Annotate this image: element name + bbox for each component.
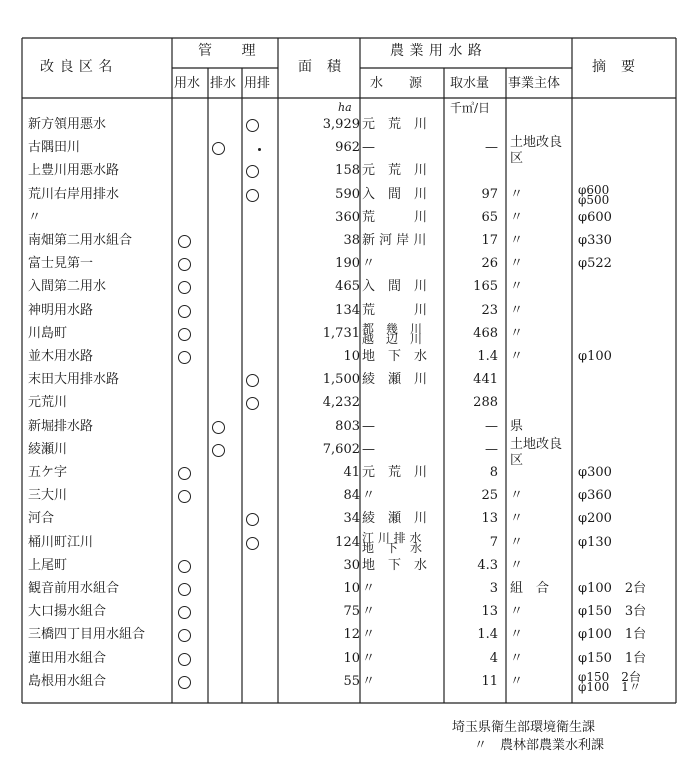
- row-source: 〃: [362, 627, 376, 643]
- header-kanri-yousui: 用水: [174, 76, 201, 91]
- row-entity: 〃: [510, 209, 524, 225]
- row-source: 荒 川: [362, 209, 428, 225]
- row-summary: φ360: [578, 488, 612, 504]
- row-take: —: [485, 418, 498, 434]
- row-name: 島根用水組合: [28, 673, 107, 689]
- row-name: 富士見第一: [28, 256, 94, 272]
- row-source: 地 下 水: [362, 349, 428, 364]
- row-summary: φ150 3台: [578, 604, 647, 620]
- row-name: 綾瀬川: [28, 441, 68, 457]
- row-take: 4.3: [477, 557, 498, 573]
- row-name: 川島町: [28, 325, 68, 341]
- row-area: 10: [343, 349, 360, 364]
- row-name: 河合: [28, 511, 55, 527]
- row-name: 新方領用悪水: [28, 117, 107, 132]
- header-kanri: 管 理: [198, 43, 256, 59]
- row-name: 上豊川用悪水路: [28, 163, 120, 179]
- row-source: 綾 瀬 川: [362, 372, 428, 388]
- row-source: 地 下 水: [362, 557, 428, 573]
- row-entity: 〃: [510, 627, 524, 643]
- header-suiro: 農 業 用 水 路: [390, 43, 483, 59]
- row-summary: φ100: [578, 349, 612, 364]
- row-source: 〃: [362, 581, 376, 596]
- row-entity: 土地改良区: [510, 135, 563, 167]
- row-source: 綾 瀬 川: [362, 511, 428, 527]
- row-take: 97: [481, 186, 498, 202]
- row-source: 入 間 川: [362, 186, 428, 202]
- management-mark-circle: [178, 560, 191, 573]
- header-take: 取水量: [450, 76, 490, 91]
- row-take: 23: [481, 302, 498, 318]
- row-area: 158: [335, 163, 360, 179]
- row-area: 803: [335, 418, 360, 434]
- management-mark-circle: [212, 421, 225, 434]
- row-area: 360: [335, 209, 360, 225]
- row-summary: φ100 1台: [578, 627, 647, 643]
- row-source: 元 荒 川: [362, 163, 428, 179]
- row-area: 30: [343, 557, 360, 573]
- footer-line2: 〃 農林部農業水利課: [474, 738, 605, 753]
- row-source: —: [362, 441, 375, 457]
- row-entity: 〃: [510, 256, 524, 272]
- row-area: 10: [343, 650, 360, 666]
- row-name: 末田大用排水路: [28, 372, 120, 388]
- row-name: 〃: [28, 209, 42, 225]
- row-name: 入間第二用水: [28, 279, 107, 295]
- row-area: 75: [343, 604, 360, 620]
- row-entity: 〃: [510, 673, 524, 689]
- row-name: 大口揚水組合: [28, 604, 107, 620]
- row-entity: 〃: [510, 557, 524, 573]
- row-name: 五ケ字: [28, 465, 68, 480]
- row-summary: φ330: [578, 233, 612, 248]
- management-mark-circle: [212, 444, 225, 457]
- row-area: 962: [335, 140, 360, 156]
- row-source: 〃: [362, 488, 376, 504]
- header-entity: 事業主体: [508, 76, 561, 91]
- row-summary: φ600 φ500: [578, 182, 610, 207]
- row-take: 441: [473, 372, 498, 388]
- row-source: 元 荒 川: [362, 117, 428, 132]
- row-source: 〃: [362, 604, 376, 620]
- row-entity: 県: [510, 418, 524, 434]
- row-entity: 〃: [510, 302, 524, 318]
- row-entity: 〃: [510, 650, 524, 666]
- management-mark-circle: [178, 305, 191, 318]
- row-name: 並木用水路: [28, 349, 94, 364]
- header-summary: 摘 要: [592, 59, 636, 75]
- row-summary: φ130: [578, 534, 612, 550]
- row-name: 三大川: [28, 488, 68, 504]
- row-entity: 〃: [510, 325, 524, 341]
- header-name: 改 良 区 名: [40, 59, 113, 75]
- row-area: 4,232: [322, 395, 360, 411]
- row-entity: 〃: [510, 279, 524, 295]
- row-area: 55: [343, 673, 360, 689]
- row-take: 8: [489, 465, 498, 480]
- unit-area: ha: [338, 101, 352, 114]
- row-take: 7: [489, 534, 498, 550]
- unit-take: 千㎥/日: [450, 101, 491, 115]
- row-name: 古隅田川: [28, 140, 81, 156]
- row-entity: 組 合: [510, 581, 550, 596]
- row-take: 165: [473, 279, 498, 295]
- row-summary: φ150 1台: [578, 650, 647, 666]
- row-source: —: [362, 140, 375, 156]
- row-take: 1.4: [477, 627, 498, 643]
- row-name: 上尾町: [28, 557, 68, 573]
- row-entity: 〃: [510, 186, 524, 202]
- management-mark-circle: [246, 119, 259, 132]
- row-summary: φ522: [578, 256, 612, 272]
- management-mark-circle: [178, 467, 191, 480]
- row-take: 4: [489, 650, 498, 666]
- row-name: 桶川町江川: [28, 534, 94, 550]
- management-mark-circle: [178, 676, 191, 689]
- row-area: 3,929: [322, 117, 360, 132]
- row-name: 南畑第二用水組合: [28, 233, 133, 248]
- row-source: 新 河 岸 川: [362, 233, 427, 248]
- header-kanri-haisui: 排水: [210, 76, 237, 91]
- row-source: 都 幾 川 越 辺 川: [362, 321, 423, 346]
- row-name: 神明用水路: [28, 302, 94, 318]
- row-name: 新堀排水路: [28, 418, 94, 434]
- row-name: 元荒川: [28, 395, 68, 411]
- row-name: 観音前用水組合: [28, 581, 120, 596]
- row-area: 190: [335, 256, 360, 272]
- row-entity: 土地改良区: [510, 436, 563, 468]
- row-area: 10: [343, 581, 360, 596]
- management-mark-circle: [178, 328, 191, 341]
- row-area: 134: [335, 302, 360, 318]
- row-source: 元 荒 川: [362, 465, 428, 480]
- row-name: 荒川右岸用排水: [28, 186, 120, 202]
- row-area: 590: [335, 186, 360, 202]
- footer-line1: 埼玉県衛生部環境衛生課: [452, 720, 596, 735]
- row-take: —: [485, 441, 498, 457]
- row-area: 84: [343, 488, 360, 504]
- row-entity: 〃: [510, 511, 524, 527]
- row-entity: 〃: [510, 488, 524, 504]
- row-area: 1,500: [322, 372, 360, 388]
- row-take: 13: [481, 604, 498, 620]
- row-summary: φ600: [578, 209, 612, 225]
- management-mark-circle: [178, 235, 191, 248]
- row-summary: φ300: [578, 465, 612, 480]
- row-name: 蓮田用水組合: [28, 650, 107, 666]
- row-area: 41: [343, 465, 360, 480]
- row-area: 1,731: [322, 325, 360, 341]
- row-entity: 〃: [510, 233, 524, 248]
- row-source: 〃: [362, 673, 376, 689]
- row-entity: 〃: [510, 534, 524, 550]
- row-name: 三橋四丁目用水組合: [28, 627, 146, 643]
- row-take: 65: [481, 209, 498, 225]
- management-mark-circle: [246, 537, 259, 550]
- row-summary: φ150 2台 φ100 1〃: [578, 669, 641, 694]
- row-area: 38: [343, 233, 360, 248]
- row-summary: φ100 2台: [578, 581, 647, 596]
- row-entity: 〃: [510, 604, 524, 620]
- row-area: 465: [335, 279, 360, 295]
- row-area: 34: [343, 511, 360, 527]
- row-take: 17: [481, 233, 498, 248]
- management-mark-circle: [178, 351, 191, 364]
- row-take: 26: [481, 256, 498, 272]
- management-mark-circle: [246, 189, 259, 202]
- row-source: 荒 川: [362, 302, 428, 318]
- row-take: 288: [473, 395, 498, 411]
- header-area: 面 積: [298, 59, 342, 75]
- row-source: 〃: [362, 650, 376, 666]
- row-source: 〃: [362, 256, 376, 272]
- row-summary: φ200: [578, 511, 612, 527]
- row-take: —: [485, 140, 498, 156]
- row-take: 11: [481, 673, 498, 689]
- row-area: 12: [343, 627, 360, 643]
- row-entity: 〃: [510, 349, 524, 364]
- row-take: 25: [481, 488, 498, 504]
- header-kanri-youhai: 用排: [244, 76, 271, 91]
- management-mark-circle: [178, 583, 191, 596]
- row-take: 13: [481, 511, 498, 527]
- management-mark-circle: [178, 653, 191, 666]
- row-area: 124: [335, 534, 360, 550]
- row-area: 7,602: [322, 441, 360, 457]
- row-take: 3: [489, 581, 498, 596]
- row-take: 468: [473, 325, 498, 341]
- row-source: 入 間 川: [362, 279, 428, 295]
- row-take: 1.4: [477, 349, 498, 364]
- row-source: 江 川 排 水 地 下 水: [362, 530, 423, 555]
- row-source: —: [362, 418, 375, 434]
- header-source: 水 源: [370, 76, 423, 91]
